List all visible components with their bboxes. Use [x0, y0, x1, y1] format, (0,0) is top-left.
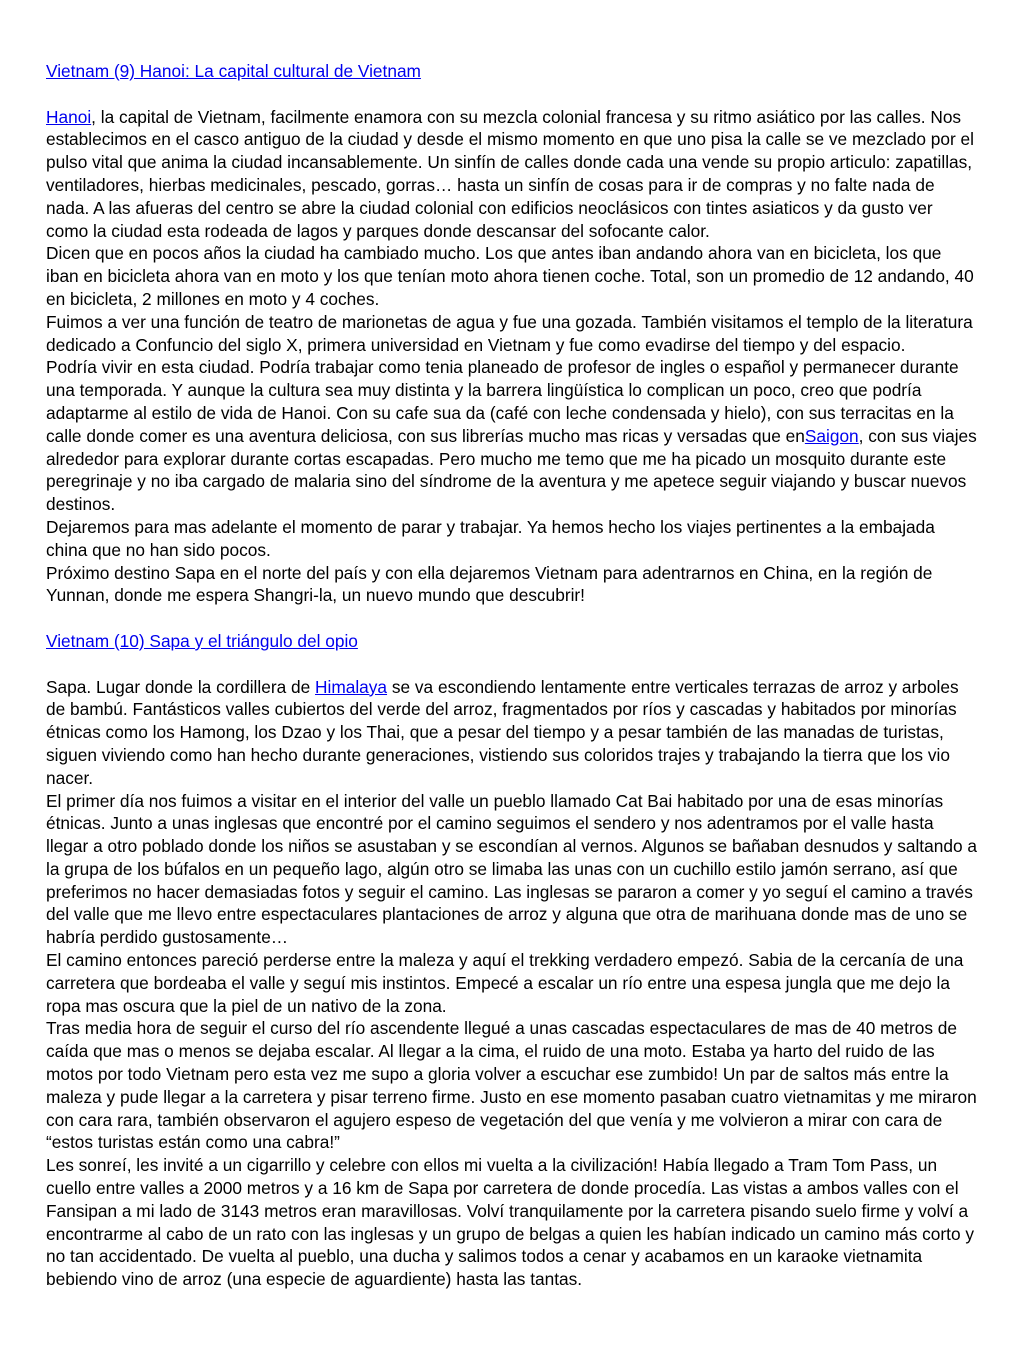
paragraph-living-in-hanoi	[46, 356, 978, 516]
paragraph-trekking: El camino entonces pareció perderse entre la maleza y aquí el trekking verdadero empezó. Sabia de la cercanía de una carretera que bordeaba el valle y seguí mis instintos. Empecé a escalar un río entre una espesa jungla que me dejo la ropa mas oscura que la piel de un nativo de la zona.	[46, 950, 964, 1016]
paragraph-city-changes: Dicen que en pocos años la ciudad ha cambiado mucho. Los que antes iban andando ahora van en bicicleta, los que iban en bicicleta ahora van en moto y los que tenían moto ahora tienen coche. Total, son un promedio de 12 andando, 40 en bicicleta, 2 millones en moto y 4 coches.	[46, 243, 974, 309]
paragraph-cat-bai-visit: El primer día nos fuimos a visitar en el interior del valle un pueblo llamado Cat Bai habitado por una de esas minorías étnicas. Junto a unas inglesas que encontré por el camino seguimos el sendero y nos adentramos por el valle hasta llegar a otro poblado donde los niños se asustaban y se escondían al vernos. Algunos se bañaban desnudos y saltando a la grupa de los búfalos en un pequeño lago, algún otro se limaba las unas con un cuchillo estilo jamón serrano, así que preferimos no hacer demasiadas fotos y seguir el camino. Las inglesas se pararon a comer y yo seguí el camino a través del valle que me llevo entre espectaculares plantaciones de arroz y alguna que otra de marihuana donde mas de uno se habría perdido gustosamente…	[46, 790, 977, 948]
paragraph-puppet-theatre: Fuimos a ver una función de teatro de marionetas de agua y fue una gozada. También visitamos el templo de la literatura dedicado a Confuncio del siglo X, primera universidad en Vietnam y fue como evadirse del tiempo y del espacio.	[46, 311, 973, 355]
paragraph-hanoi-intro	[46, 106, 978, 243]
paragraph-text: Sapa. Lugar donde la cordillera de	[46, 676, 316, 697]
paragraph-text: , con sus viajes alrededor para explorar durante cortas escapadas. Pero mucho me temo que me ha picado un mosquito durante este peregrinaje y no iba cargado de malaria sino del síndrome de la aventura y me apetece seguir viajando y buscar nuevos destinos.	[46, 425, 977, 515]
paragraph-text: Podría vivir en esta ciudad. Podría trabajar como tenia planeado de profesor de ingles o español y permanecer durante una temporada. Y aunque la cultura sea muy distinta y la barrera lingüística lo complican un poco, creo que podría adaptarme al estilo de vida de Hanoi. Con su cafe sua da (café con leche condensada y hielo), con sus terracitas en la calle donde comer es una aventura deliciosa, con sus librerías mucho mas ricas y versadas que en	[46, 357, 959, 446]
himalaya-link[interactable]: Himalaya	[315, 676, 388, 697]
saigon-link[interactable]: Saigon	[804, 425, 859, 446]
document-page	[46, 60, 978, 1291]
post-title-link-hanoi[interactable]: Vietnam (9) Hanoi: La capital cultural de Vietnam	[46, 61, 421, 81]
spacer	[46, 653, 978, 676]
paragraph-waterfalls: Tras media hora de seguir el curso del río ascendente llegué a unas cascadas espectaculares de mas de 40 metros de caída que mas o menos se dejaba escalar. Al llegar a la cima, el ruido de una moto. Estaba ya harto del ruido de las motos por todo Vietnam pero esta vez me supo a gloria volver a escuchar ese zumbido! Un par de saltos más entre la maleza y pude llegar a la carretera y pisar terreno firme. Justo en ese momento pasaban cuatro vietnamitas y me miraron con cara rara, también observaron el agujero espeso de vegetación del que venía y me volvieron a mirar con cara de “estos turistas están como una cabra!”	[46, 1018, 977, 1153]
paragraph-text: se va escondiendo lentamente entre verticales terrazas de arroz y arboles de bambú. Fantásticos valles cubiertos del verde del arroz, fragmentados por ríos y cascadas y habitados por minorías étnicas como los Hamong, los Dzao y los Thai, que a pesar del tiempo y a pesar también de las manadas de turistas, siguen viviendo como han hecho durante generaciones, vistiendo sus coloridos trajes y trabajando la tierra que los vio nacer.	[46, 676, 959, 788]
paragraph-next-destination: Próximo destino Sapa en el norte del país y con ella dejaremos Vietnam para adentrarnos en China, en la región de Yunnan, donde me espera Shangri-la, un nuevo mundo que descubrir!	[46, 562, 933, 606]
paragraph-embassy: Dejaremos para mas adelante el momento de parar y trabajar. Ya hemos hecho los viajes pertinentes a la embajada china que no han sido pocos.	[46, 516, 935, 560]
paragraph-sapa-intro	[46, 676, 978, 790]
hanoi-link[interactable]: Hanoi	[46, 106, 92, 127]
spacer	[46, 83, 978, 106]
paragraph-text: , la capital de Vietnam, facilmente enamora con su mezcla colonial francesa y su ritmo asiático por las calles. Nos establecimos en el casco antiguo de la ciudad y desde el mismo momento en que uno pisa la calle se ve mezclado por el pulso vital que anima la ciudad incansablemente. Un sinfín de calles donde cada una vende su propio articulo: zapatillas, ventiladores, hierbas medicinales, pescado, gorras… hasta un sinfín de cosas para ir de compras y no falte nada de nada. A las afueras del centro se abre la ciudad colonial con edificios neoclásicos con tintes asiaticos y da gusto ver como la ciudad esta rodeada de lagos y parques donde descansar del sofocante calor.	[46, 106, 974, 241]
spacer	[46, 607, 978, 630]
paragraph-tram-tom-pass: Les sonreí, les invité a un cigarrillo y celebre con ellos mi vuelta a la civilización! Había llegado a Tram Tom Pass, un cuello entre valles a 2000 metros y a 16 km de Sapa por carretera de donde procedía. Las vistas a ambos valles con el Fansipan a mi lado de 3143 metros eran maravillosas. Volví tranquilamente por la carretera pisando suelo firme y volví a encontrarme al cabo de un rato con las inglesas y un grupo de belgas a quien les habían indicado un camino más corto y no tan accidentado. De vuelta al pueblo, una ducha y salimos todos a cenar y acabamos en un karaoke vietnamita bebiendo vino de arroz (una especie de aguardiente) hasta las tantas.	[46, 1155, 975, 1290]
post-title-link-sapa[interactable]: Vietnam (10) Sapa y el triángulo del opio	[46, 630, 358, 651]
